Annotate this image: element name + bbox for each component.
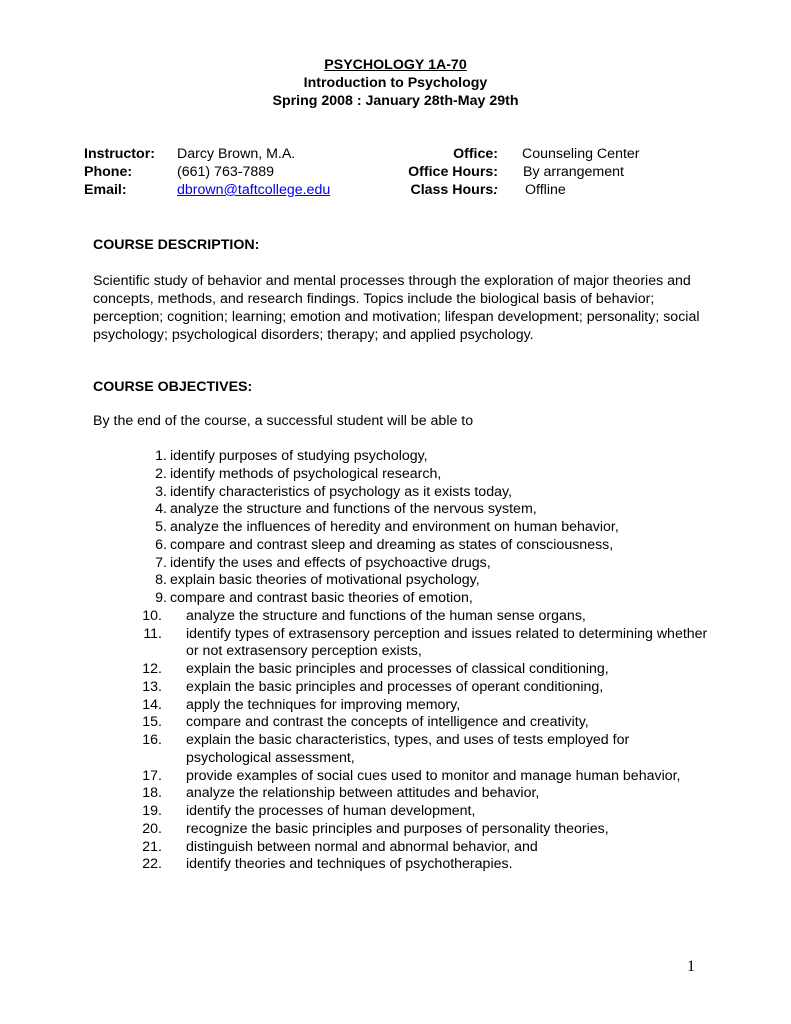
objective-item xyxy=(138,697,738,715)
objective-item xyxy=(138,626,738,662)
instructor-info xyxy=(84,145,330,199)
objective-item xyxy=(138,821,738,839)
office-hours-value: By arrangement xyxy=(523,164,624,180)
objective-item xyxy=(138,572,738,590)
office-hours-label: Office Hours: xyxy=(408,164,498,180)
objective-text: compare and contrast basic theories of emotion, xyxy=(170,590,473,606)
objective-number: 11. xyxy=(143,625,162,642)
phone-value: (661) 763-7889 xyxy=(177,164,275,180)
objective-text: compare and contrast sleep and dreaming as states of consciousness, xyxy=(170,536,614,553)
objective-text: recognize the basic principles and purposes of personality theories, xyxy=(186,820,609,837)
objective-text: identify purposes of studying psychology, xyxy=(170,448,428,464)
email-row xyxy=(84,181,330,199)
objective-item xyxy=(138,501,738,519)
objective-item xyxy=(138,608,738,626)
objective-number: 15. xyxy=(142,714,162,731)
instructor-label: Instructor: xyxy=(84,146,155,162)
course-objectives-heading: COURSE OBJECTIVES: xyxy=(93,379,253,395)
objective-item xyxy=(138,768,738,786)
objective-text: identify methods of psychological research, xyxy=(170,465,442,482)
instructor-name: Darcy Brown, M.A. xyxy=(177,146,296,162)
objective-item xyxy=(138,484,738,502)
class-hours-value: Offline xyxy=(525,182,566,198)
objective-item xyxy=(138,555,738,573)
objective-text: identify characteristics of psychology as it exists today, xyxy=(170,483,512,500)
office-hours-row xyxy=(380,163,640,181)
page-number: 1 xyxy=(687,958,695,975)
objective-text: explain basic theories of motivational psychology, xyxy=(170,572,480,589)
objective-item xyxy=(138,785,738,803)
objective-item xyxy=(138,448,738,466)
objective-text: apply the techniques for improving memory, xyxy=(186,696,461,713)
objective-number: 12. xyxy=(142,661,162,677)
objective-item xyxy=(138,803,738,821)
course-header xyxy=(0,56,791,110)
objective-item xyxy=(138,714,738,732)
instructor-row xyxy=(84,145,330,163)
objective-text: analyze the structure and functions of the human sense organs, xyxy=(186,607,586,624)
objective-text: identify types of extrasensory perception and issues related to determining whether or not extrasensory perception exists, xyxy=(186,625,708,660)
objective-item xyxy=(138,590,738,608)
objective-text: explain the basic principles and processes of classical conditioning, xyxy=(186,661,609,677)
objective-number: 18. xyxy=(142,785,162,802)
office-info xyxy=(380,145,640,199)
course-term: Spring 2008 : January 28th-May 29th xyxy=(272,93,519,109)
objective-number: 17. xyxy=(142,767,162,784)
course-description-heading: COURSE DESCRIPTION: xyxy=(93,237,260,253)
objective-text: identify the uses and effects of psychoactive drugs, xyxy=(170,554,491,571)
objective-text: distinguish between normal and abnormal behavior, and xyxy=(186,838,538,855)
objective-number: 14. xyxy=(142,696,162,713)
office-value: Counseling Center xyxy=(522,146,640,162)
course-title: Introduction to Psychology xyxy=(303,75,488,91)
objective-text: analyze the relationship between attitudes and behavior, xyxy=(186,785,540,802)
objective-number: 6. xyxy=(155,536,167,553)
objective-number: 19. xyxy=(142,803,162,819)
phone-label: Phone: xyxy=(84,164,133,180)
objective-text: identify the processes of human development, xyxy=(186,803,476,819)
objective-number: 2. xyxy=(155,465,167,482)
class-hours-row xyxy=(380,181,640,199)
objective-item xyxy=(138,839,738,857)
objective-item xyxy=(138,856,738,874)
objective-text: compare and contrast the concepts of intelligence and creativity, xyxy=(186,714,589,731)
objective-number: 1. xyxy=(155,448,167,464)
objective-text: analyze the influences of heredity and environment on human behavior, xyxy=(170,519,619,535)
course-code: PSYCHOLOGY 1A-70 xyxy=(324,57,467,73)
objective-item xyxy=(138,732,738,768)
objective-number: 4. xyxy=(155,501,167,518)
objective-number: 21. xyxy=(142,838,162,855)
objective-item xyxy=(138,466,738,484)
objective-text: identify theories and techniques of psychotherapies. xyxy=(186,856,513,873)
objective-text: provide examples of social cues used to monitor and manage human behavior, xyxy=(186,767,681,784)
objective-text: explain the basic principles and processes of operant conditioning, xyxy=(186,678,604,695)
objective-text: analyze the structure and functions of the nervous system, xyxy=(170,501,537,518)
email-link[interactable]: dbrown@taftcollege.edu xyxy=(177,182,331,198)
office-label: Office: xyxy=(453,146,498,162)
objective-number: 13. xyxy=(142,678,162,695)
course-objectives-intro: By the end of the course, a successful student will be able to xyxy=(93,413,474,429)
objective-item xyxy=(138,661,738,679)
objective-number: 8. xyxy=(155,572,167,589)
class-hours-label: Class Hours: xyxy=(410,182,498,198)
office-row xyxy=(380,145,640,163)
email-label: Email: xyxy=(84,182,127,198)
objective-number: 3. xyxy=(155,483,167,500)
course-description-body: Scientific study of behavior and mental processes through the exploration of major theories and concepts, methods, and research findings. Topics include the biological basis of behavior; perception; cognition; learning; emotion and motivation; lifespan development; personality; social psychology; psychological disorders; therapy; and applied psychology. xyxy=(93,273,700,343)
objective-number: 20. xyxy=(142,820,162,837)
objective-number: 9. xyxy=(155,590,167,606)
objective-item xyxy=(138,519,738,537)
objectives-list xyxy=(138,448,738,874)
objective-number: 10. xyxy=(142,607,162,624)
phone-row xyxy=(84,163,330,181)
objective-number: 7. xyxy=(155,554,167,571)
objective-number: 16. xyxy=(142,732,162,748)
objective-item xyxy=(138,679,738,697)
objective-number: 22. xyxy=(142,856,162,873)
objective-text: explain the basic characteristics, types, and uses of tests employed for psychological assessment, xyxy=(186,732,630,766)
objective-item xyxy=(138,537,738,555)
objective-number: 5. xyxy=(155,519,167,535)
